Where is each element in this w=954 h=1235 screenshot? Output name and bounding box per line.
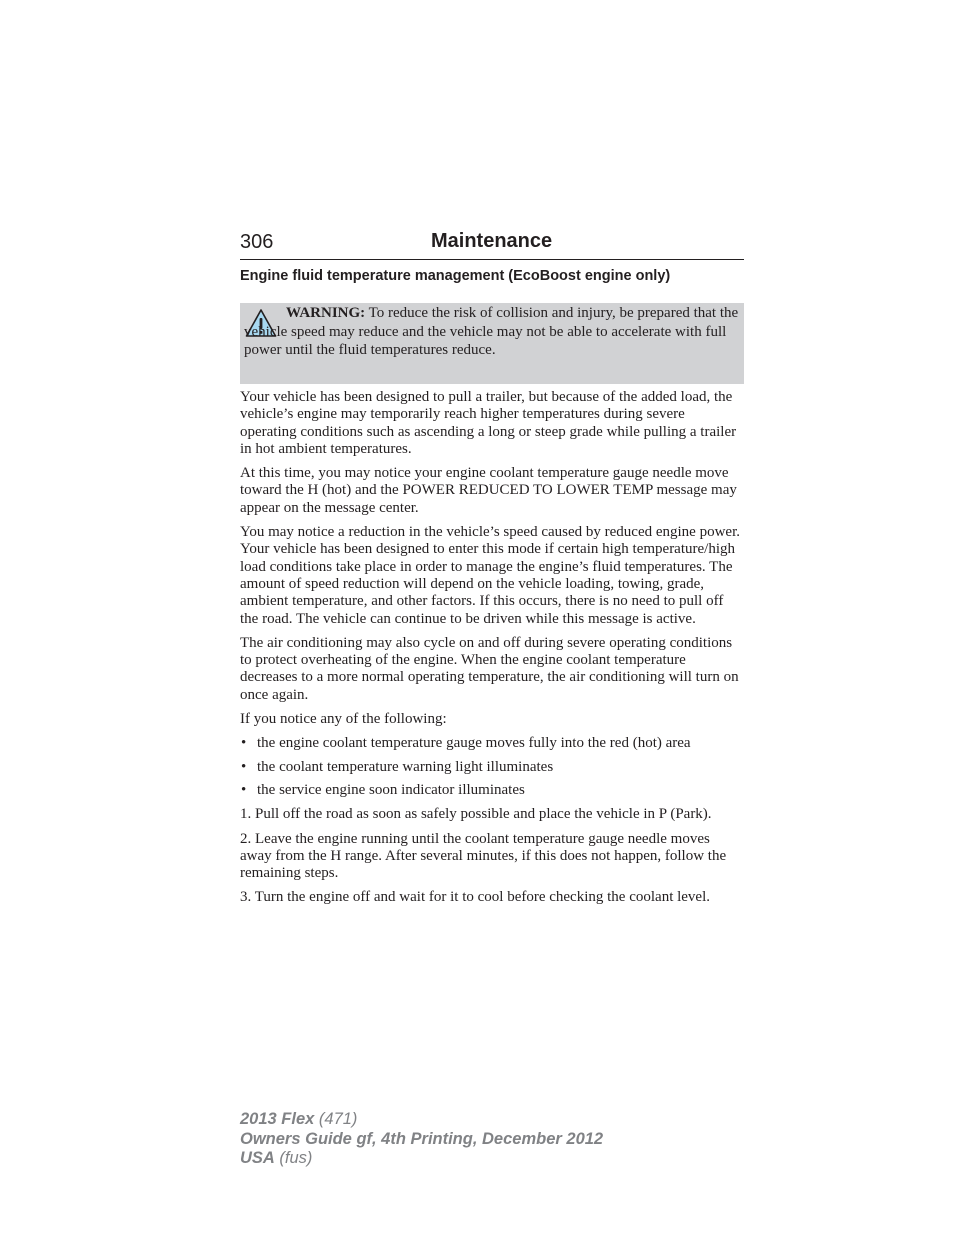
footer-line-region: USA (fus) <box>240 1149 313 1167</box>
paragraph-gauge-message: At this time, you may notice your engine coolant temperature gauge needle move toward the H (hot) and the POWER REDUCED TO LOWER TEMP message may appear on the message center. <box>240 465 737 516</box>
warning-box <box>240 303 744 384</box>
step-2: 2. Leave the engine running until the coolant temperature gauge needle moves away from the H range. After several minutes, if this does not happen, follow the remaining steps. <box>240 830 727 882</box>
list-item: • the engine coolant temperature gauge moves fully into the red (hot) area <box>241 735 691 752</box>
body-text <box>240 389 744 914</box>
list-item: • the coolant temperature warning light illuminates <box>241 758 554 775</box>
footer-line-model: 2013 Flex (471) <box>240 1110 358 1128</box>
warning-message: To reduce the risk of collision and injury, be prepared that the vehicle speed may reduce and the vehicle may not be able to accelerate with full power until the fluid temperatures reduce. <box>244 305 739 358</box>
footer <box>240 1110 603 1169</box>
page-number: 306 <box>240 231 274 253</box>
bullet-dot: • <box>241 781 247 798</box>
symptom-list <box>240 735 744 799</box>
paragraph-if-you-notice: If you notice any of the following: <box>240 711 447 728</box>
paragraph-trailer-design: Your vehicle has been designed to pull a trailer, but because of the added load, the vehicle’s engine may temporarily reach higher temperatures during severe operating conditions such as ascending a long or steep grade while pulling a trailer in hot ambient temperatures. <box>240 389 737 457</box>
step-3: 3. Turn the engine off and wait for it to cool before checking the coolant level. <box>240 889 711 906</box>
bullet-dot: • <box>241 735 247 752</box>
subheading: Engine fluid temperature management (EcoBoost engine only) <box>240 268 671 284</box>
paragraph-air-conditioning: The air conditioning may also cycle on and off during severe operating conditions to protect overheating of the engine. When the engine coolant temperature decreases to a more normal operating temperature, the air conditioning will turn on once again. <box>240 634 739 703</box>
paragraph-speed-reduction: You may notice a reduction in the vehicle’s speed caused by reduced engine power. Your vehicle has been designed to enter this mode if certain high temperature/high load conditions take place in order to manage the engine’s fluid temperatures. The amount of speed reduction will depend on the vehicle loading, towing, grade, ambient temperature, and other factors. If this occurs, there is no need to pull off the road. The vehicle can continue to be driven while this message is active. <box>240 524 740 627</box>
bullet-dot: • <box>241 758 247 775</box>
warning-text <box>244 304 740 360</box>
footer-line-printing: Owners Guide gf, 4th Printing, December 2012 <box>240 1129 604 1148</box>
warning-label: WARNING: <box>286 305 366 321</box>
section-title: Maintenance <box>431 230 553 252</box>
list-item: • the service engine soon indicator illuminates <box>241 781 525 798</box>
page-header <box>240 228 744 260</box>
step-1: 1. Pull off the road as soon as safely possible and place the vehicle in P (Park). <box>240 806 712 823</box>
